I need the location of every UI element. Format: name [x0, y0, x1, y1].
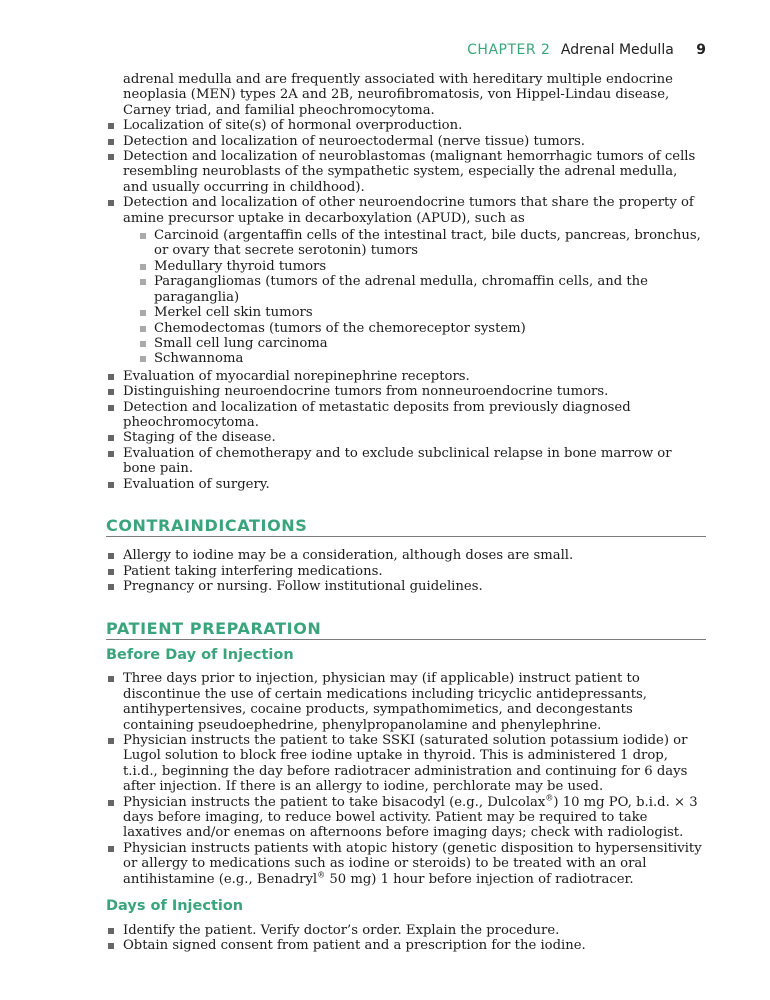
registered-mark: ® — [317, 870, 326, 880]
list-item: Localization of site(s) of hormonal overproduction. — [106, 118, 706, 133]
contraindications-list — [106, 548, 706, 594]
sub-list-item: Small cell lung carcinoma — [139, 336, 706, 351]
list-item-text: Physician instructs patients with atopic history (genetic disposition to hypersensitivity or allergy to medications such as iodine or steroids) to be treated with an oral antihistamine (e.g., Benadryl — [123, 840, 702, 887]
list-item: Distinguishing neuroendocrine tumors from nonneuroendocrine tumors. — [106, 384, 706, 399]
chapter-label: CHAPTER 2 — [467, 42, 551, 58]
list-item: Detection and localization of neuroectodermal (nerve tissue) tumors. — [106, 134, 706, 149]
list-item-text: ) 10 mg PO, b.i.d. × 3 days before imaging, to reduce bowel activity. Patient may be required to take laxatives and/or enemas on afternoons before imaging days; check with radiologist. — [123, 794, 698, 841]
sub-list-item: Chemodectomas (tumors of the chemoreceptor system) — [139, 321, 706, 336]
sub-list-item: Medullary thyroid tumors — [139, 259, 706, 274]
list-item — [106, 195, 706, 366]
list-item: Three days prior to injection, physician may (if applicable) instruct patient to discontinue the use of certain medications including tricyclic antidepressants, antihypertensives, cocaine products, sympathomimetics, and decongestants containing pseudoephedrine, phenylpropanolamine and phenylephrine. — [106, 671, 706, 733]
days-of-injection-heading: Days of Injection — [106, 898, 244, 915]
indications-list — [106, 118, 706, 492]
contraindications-heading: CONTRAINDICATIONS — [106, 518, 706, 537]
sub-list-item: Schwannoma — [139, 351, 706, 366]
list-item: Evaluation of chemotherapy and to exclude subclinical relapse in bone marrow or bone pain. — [106, 446, 706, 477]
list-item: Evaluation of myocardial norepinephrine receptors. — [106, 369, 706, 384]
list-item: Detection and localization of neuroblastomas (malignant hemorrhagic tumors of cells resembling neuroblasts of the sympathetic system, especially the adrenal medulla, and usually occurring in childhood). — [106, 149, 706, 195]
registered-mark: ® — [545, 793, 554, 803]
chapter-title: Adrenal Medulla — [560, 42, 674, 58]
list-item: Detection and localization of metastatic deposits from previously diagnosed pheochromocytoma. — [106, 400, 706, 431]
list-item: Identify the patient. Verify doctor’s order. Explain the procedure. — [106, 923, 706, 938]
page-body — [106, 72, 706, 953]
list-item: Evaluation of surgery. — [106, 477, 706, 492]
before-day-heading: Before Day of Injection — [106, 647, 294, 663]
list-item-text: 50 mg) 1 hour before injection of radiotracer. — [325, 871, 634, 887]
intro-continuation: adrenal medulla and are frequently associated with hereditary multiple endocrine neoplasia (MEN) types 2A and 2B, neurofibromatosis, von Hippel-Lindau disease, Carney triad, and familial pheochromocytoma. — [123, 72, 673, 118]
days-of-injection-list — [106, 923, 706, 954]
list-item — [106, 795, 706, 841]
sub-list-item: Carcinoid (argentaffin cells of the intestinal tract, bile ducts, pancreas, bronchus, or ovary that secrete serotonin) tumors — [139, 228, 706, 259]
list-item: Pregnancy or nursing. Follow institutional guidelines. — [106, 579, 706, 594]
list-item-text: Physician instructs the patient to take bisacodyl (e.g., Dulcolax — [123, 794, 546, 810]
list-item — [106, 841, 706, 887]
list-item: Allergy to iodine may be a consideration, although doses are small. — [106, 548, 706, 563]
page-number: 9 — [696, 42, 706, 58]
list-item: Obtain signed consent from patient and a prescription for the iodine. — [106, 938, 706, 953]
patient-preparation-heading: PATIENT PREPARATION — [106, 621, 706, 640]
list-item: Physician instructs the patient to take SSKI (saturated solution potassium iodide) or Lugol solution to block free iodine uptake in thyroid. This is administered 1 drop, t.i.d., beginning the day before radiotracer administration and continuing for 6 days after injection. If there is an allergy to iodine, perchlorate may be used. — [106, 733, 706, 795]
apud-tumor-list — [139, 228, 706, 367]
list-item: Staging of the disease. — [106, 430, 706, 445]
list-item-text: Detection and localization of other neuroendocrine tumors that share the property of amine precursor uptake in decarboxylation (APUD), such as — [123, 195, 694, 226]
sub-list-item: Merkel cell skin tumors — [139, 305, 706, 320]
list-item: Patient taking interfering medications. — [106, 564, 706, 579]
running-header — [467, 42, 706, 58]
before-day-list — [106, 671, 706, 887]
sub-list-item: Paragangliomas (tumors of the adrenal medulla, chromaffin cells, and the paraganglia) — [139, 274, 706, 305]
